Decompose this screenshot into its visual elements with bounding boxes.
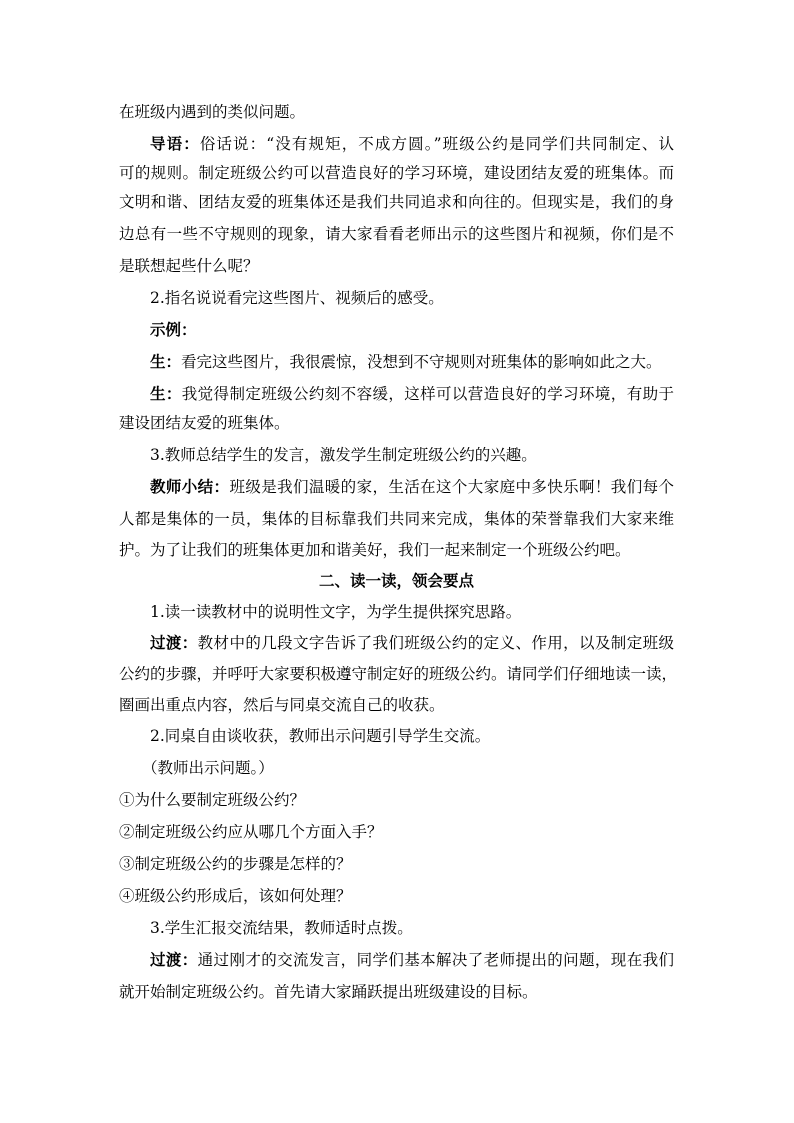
step-line: 1.读一读教材中的说明性文字，为学生提供探究思路。 <box>150 603 522 621</box>
paragraph-line: 是联想起些什么呢？ <box>119 257 259 275</box>
example-label: 示例： <box>150 320 197 339</box>
paragraph-line: 圈画出重点内容，然后与同桌交流自己的收获。 <box>119 696 445 714</box>
student-label: 生： <box>150 352 182 371</box>
transition-text: 通过刚才的交流发言，同学们基本解决了老师提出的问题，现在我们 <box>197 951 674 969</box>
paragraph-line: 在班级内遇到的类似问题。 <box>119 103 306 121</box>
summary-label: 教师小结： <box>150 477 230 496</box>
section-heading: 二、读一读，领会要点 <box>318 571 474 590</box>
transition-paragraph-line <box>150 633 674 653</box>
question-item: ②制定班级公约应从哪几个方面入手？ <box>119 823 383 841</box>
question-item: ④班级公约形成后，该如何处理？ <box>119 887 352 905</box>
paragraph-line: 就开始制定班级公约。首先请大家踊跃提出班级建设的目标。 <box>119 983 538 1001</box>
step-line: 3.学生汇报交流结果，教师适时点拨。 <box>150 919 413 937</box>
teacher-note: （教师出示问题。） <box>142 759 274 777</box>
student-response-line <box>150 384 674 404</box>
transition-label: 过渡： <box>150 950 198 969</box>
transition-text: 教材中的几段文字告诉了我们班级公约的定义、作用，以及制定班级 <box>197 634 674 652</box>
summary-text: 班级是我们温暖的家，生活在这个大家庭中多快乐啊！我们每个 <box>229 478 674 496</box>
paragraph-line: 文明和谐、团结友爱的班集体还是我们共同追求和向往的。但现实是，我们的身 <box>119 193 674 211</box>
summary-paragraph-line <box>150 477 674 497</box>
step-line: 3.教师总结学生的发言，激发学生制定班级公约的兴趣。 <box>150 446 537 464</box>
paragraph-line: 公约的步骤，并呼吁大家要积极遵守制定好的班级公约。请同学们仔细地读一读， <box>119 665 678 683</box>
step-line: 2.指名说说看完这些图片、视频后的感受。 <box>150 289 444 307</box>
student-text: 看完这些图片，我很震惊，没想到不守规则对班集体的影响如此之大。 <box>181 353 662 371</box>
transition-label: 过渡： <box>150 633 198 652</box>
paragraph-line: 护。为了让我们的班集体更加和谐美好，我们一起来制定一个班级公约吧。 <box>119 541 631 559</box>
student-response-line <box>150 352 674 372</box>
paragraph-line: 边总有一些不守规则的现象，请大家看看老师出示的这些图片和视频，你们是不 <box>119 225 674 243</box>
question-item: ①为什么要制定班级公约？ <box>119 791 306 809</box>
student-label: 生： <box>150 384 182 403</box>
daoyu-text: 俗话说：“没有规矩，不成方圆。”班级公约是同学们共同制定、认 <box>199 135 674 153</box>
transition-paragraph-line <box>150 950 674 970</box>
paragraph-line: 人都是集体的一员，集体的目标靠我们共同来完成，集体的荣誉靠我们大家来维 <box>119 510 674 528</box>
step-line: 2.同桌自由谈收获，教师出示问题引导学生交流。 <box>150 727 491 745</box>
daoyu-label: 导语： <box>150 134 200 153</box>
paragraph-line: 建设团结友爱的班集体。 <box>119 414 290 432</box>
student-text: 我觉得制定班级公约刻不容缓，这样可以营造良好的学习环境，有助于 <box>181 385 674 403</box>
question-item: ③制定班级公约的步骤是怎样的？ <box>119 855 352 873</box>
paragraph-line: 可的规则。制定班级公约可以营造良好的学习环境，建设团结友爱的班集体。而 <box>119 164 674 182</box>
intro-paragraph-line <box>150 134 674 154</box>
